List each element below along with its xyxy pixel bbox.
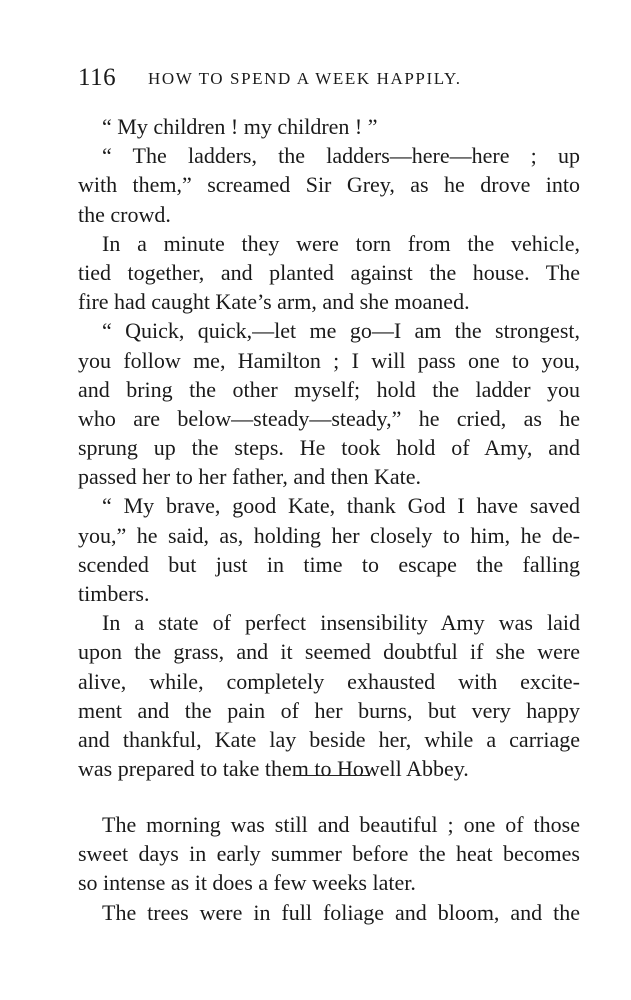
text-line: In a minute they were torn from the vehicle,: [102, 230, 580, 256]
section-divider: [296, 775, 370, 776]
paragraph: [78, 810, 580, 898]
text-line: fire had caught Kate’s arm, and she moaned.: [78, 289, 470, 315]
paragraph: [78, 141, 580, 229]
paragraph: [78, 316, 580, 491]
page-header: [78, 64, 578, 96]
paragraph: [78, 112, 580, 141]
text-line: sweet days in early summer before the heat becomes: [78, 841, 580, 867]
text-line: and thankful, Kate lay beside her, while a carriage: [78, 726, 580, 752]
text-line: In a state of perfect insensibility Amy was laid: [102, 610, 580, 636]
text-line: “ The ladders, the ladders—here—here ; up: [102, 143, 580, 169]
text-block-lower: [78, 810, 580, 927]
text-line: was prepared to take them to Howell Abbey.: [78, 756, 469, 782]
text-line: “ My brave, good Kate, thank God I have saved: [102, 493, 580, 519]
text-line: “ Quick, quick,—let me go—I am the strongest,: [102, 318, 580, 344]
text-line: “ My children ! my children ! ”: [102, 114, 378, 139]
running-head: HOW TO SPEND A WEEK HAPPILY.: [148, 69, 462, 88]
page-number: 116: [78, 64, 117, 91]
text-line: passed her to her father, and then Kate.: [78, 464, 422, 490]
text-line: you,” he said, as, holding her closely to him, he de-: [78, 522, 580, 548]
text-line: the crowd.: [78, 201, 171, 227]
text-block-upper: [78, 112, 580, 783]
text-line: alive, while, completely exhausted with excite-: [78, 668, 580, 694]
text-line: The trees were in full foliage and bloom, and the: [102, 899, 580, 925]
paragraph: [78, 229, 580, 317]
text-line: upon the grass, and it seemed doubtful if she were: [78, 639, 580, 665]
text-line: sprung up the steps. He took hold of Amy, and: [78, 435, 580, 461]
text-line: with them,” screamed Sir Grey, as he drove into: [78, 172, 580, 198]
text-line: and bring the other myself; hold the ladder you: [78, 376, 580, 402]
text-line: tied together, and planted against the house. The: [78, 259, 580, 285]
text-line: so intense as it does a few weeks later.: [78, 870, 416, 896]
paragraph: [78, 491, 580, 608]
text-line: ment and the pain of her burns, but very happy: [78, 697, 580, 723]
paragraph: [78, 608, 580, 783]
text-line: The morning was still and beautiful ; one of those: [102, 812, 580, 837]
text-line: you follow me, Hamilton ; I will pass one to you,: [78, 347, 580, 373]
paragraph: [78, 898, 580, 927]
text-line: scended but just in time to escape the falling: [78, 551, 580, 577]
text-line: who are below—steady—steady,” he cried, as he: [78, 405, 580, 431]
text-line: timbers.: [78, 581, 150, 606]
